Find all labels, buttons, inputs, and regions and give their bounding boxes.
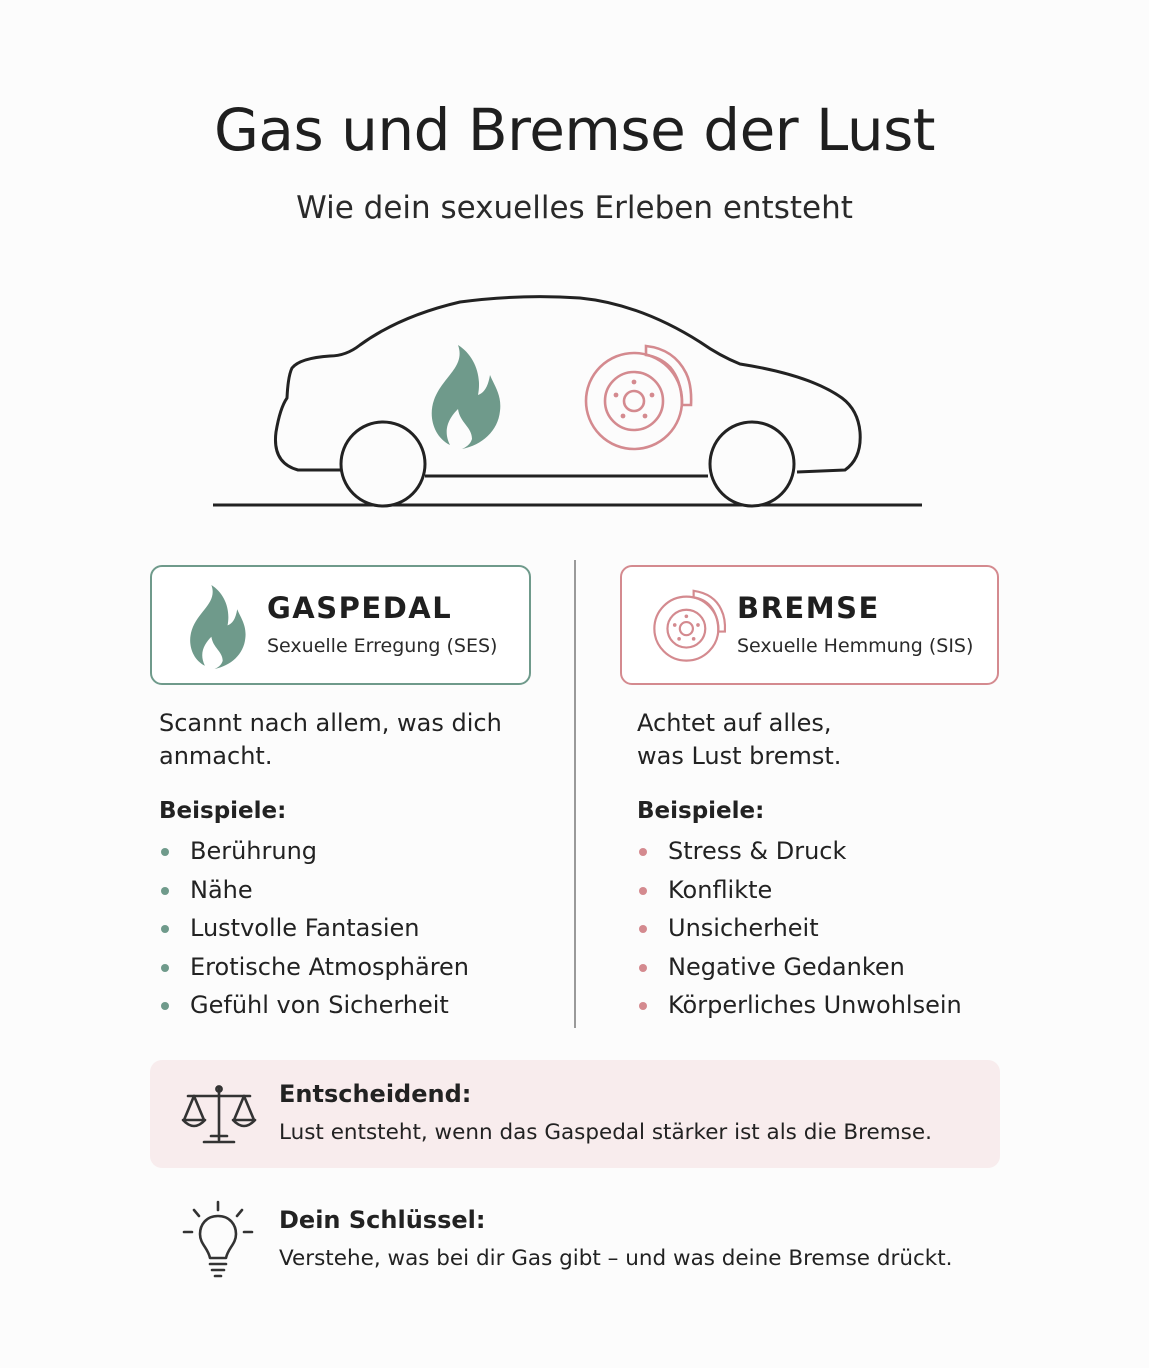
bullet-dot [161, 964, 169, 972]
gas-column [159, 707, 559, 1027]
list-item: Nähe [159, 873, 559, 912]
gas-pedal-card [150, 565, 531, 685]
gas-examples-list [159, 834, 559, 1027]
list-item: Lustvolle Fantasien [159, 911, 559, 950]
list-item: Negative Gedanken [637, 950, 1037, 989]
decisive-callout [150, 1060, 1000, 1168]
bullet-dot [639, 1002, 647, 1010]
lightbulb-icon [180, 1200, 256, 1280]
bullet-dot [161, 1002, 169, 1010]
key-text: Verstehe, was bei dir Gas gibt – und was deine Bremse drückt. [279, 1246, 953, 1271]
rear-wheel [341, 422, 425, 506]
gas-card-title: GASPEDAL [267, 591, 453, 625]
list-item: Erotische Atmosphären [159, 950, 559, 989]
brake-description: Achtet auf alles, was Lust bremst. [637, 709, 842, 770]
brake-examples-label: Beispiele: [637, 798, 765, 824]
gas-description: Scannt nach allem, was dich anmacht. [159, 709, 502, 770]
flame-icon [180, 585, 246, 669]
gas-card-subtitle: Sexuelle Erregung (SES) [267, 635, 498, 657]
brake-card-subtitle: Sexuelle Hemmung (SIS) [737, 635, 974, 657]
brake-card-title: BREMSE [737, 591, 880, 625]
bullet-dot [639, 925, 647, 933]
front-wheel [710, 422, 794, 506]
key-callout [150, 1190, 1000, 1290]
page-title: Gas und Bremse der Lust [213, 96, 936, 164]
list-item: Unsicherheit [637, 911, 1037, 950]
decisive-text: Lust entsteht, wenn das Gaspedal stärker ist als die Bremse. [279, 1120, 932, 1145]
column-divider [574, 560, 576, 1028]
car-flame-icon [432, 345, 501, 449]
list-item: Stress & Druck [637, 834, 1037, 873]
list-item: Körperliches Unwohlsein [637, 988, 1037, 1027]
key-title: Dein Schlüssel: [279, 1206, 486, 1234]
brake-disc-icon [650, 585, 730, 665]
list-item: Gefühl von Sicherheit [159, 988, 559, 1027]
brake-card [620, 565, 999, 685]
decisive-title: Entscheidend: [279, 1080, 472, 1108]
bullet-dot [639, 964, 647, 972]
car-brake-icon [586, 346, 691, 449]
list-item: Konflikte [637, 873, 1037, 912]
car-illustration [205, 285, 935, 515]
bullet-dot [639, 887, 647, 895]
scales-icon [180, 1084, 258, 1150]
bullet-dot [161, 887, 169, 895]
bullet-dot [161, 848, 169, 856]
bullet-dot [639, 848, 647, 856]
list-item: Berührung [159, 834, 559, 873]
brake-examples-list [637, 834, 1037, 1027]
page-subtitle: Wie dein sexuelles Erleben entsteht [296, 190, 853, 226]
gas-examples-label: Beispiele: [159, 798, 287, 824]
brake-column [637, 707, 1037, 1027]
bullet-dot [161, 925, 169, 933]
